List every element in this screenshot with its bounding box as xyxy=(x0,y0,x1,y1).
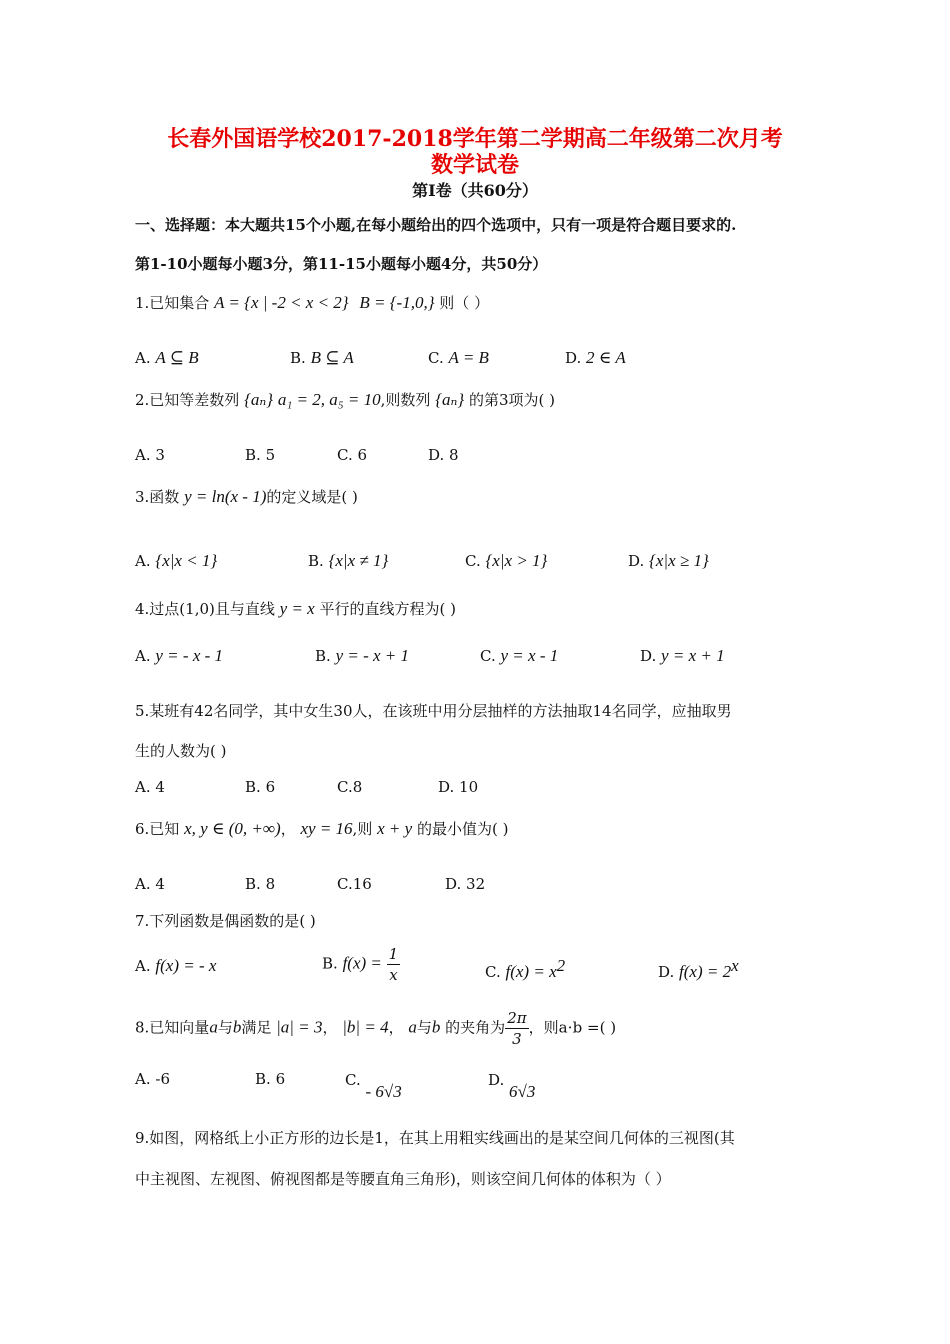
question-6 xyxy=(135,818,508,839)
question-2 xyxy=(135,389,555,410)
q6-condition-1: x, y ∈ (0, +∞) xyxy=(184,819,281,838)
q8-and: 与 xyxy=(217,1018,233,1037)
q6-mid: ,则 xyxy=(352,820,373,838)
q5-option-c: C.8 xyxy=(337,778,363,796)
q8-option-d: D. 6√3 xyxy=(488,1071,536,1101)
q4-option-c: C. y = x - 1 xyxy=(480,646,559,665)
q4-option-a: A. y = - x - 1 xyxy=(135,646,224,665)
section-scoring: 第1-10小题每小题3分，第11-15小题每小题4分，共50分） xyxy=(135,255,548,273)
q1-set-b: B = {-1,0,} xyxy=(359,293,435,312)
question-9-line-2: 中主视图、左视图、俯视图都是等腰直角三角形)，则该空间几何体的体积为（ ） xyxy=(135,1170,671,1188)
q8-angle-fraction: $\frac{2\pi}{3}$ xyxy=(507,1009,527,1048)
q3-function: y = ln(x - 1) xyxy=(184,487,267,506)
q7-option-c: C. $f(x) = x^2$ xyxy=(485,956,566,981)
q5-option-a: A. 4 xyxy=(135,778,165,796)
q3-option-a: A. {x|x < 1} xyxy=(135,551,218,570)
q5-option-d: D. 10 xyxy=(438,778,479,796)
q1-option-c: C. A = B xyxy=(428,348,489,367)
q4-option-b: B. y = - x + 1 xyxy=(315,646,410,665)
q3-option-b: B. {x|x ≠ 1} xyxy=(308,551,389,570)
q2-sequence: {aₙ} xyxy=(244,390,274,409)
q8-condition-1: |a| = 3 xyxy=(276,1017,323,1037)
q6-option-a: A. 4 xyxy=(135,875,165,893)
q3-option-d: D. {x|x ≥ 1} xyxy=(628,551,709,570)
q8-option-b: B. 6 xyxy=(255,1070,286,1088)
question-3 xyxy=(135,486,358,507)
question-9-line-1: 9.如图，网格纸上小正方形的边长是1，在其上用粗实线画出的是某空间几何体的三视图(其 xyxy=(135,1129,735,1147)
q8-and-2: 与 xyxy=(416,1018,432,1037)
q1-option-b: B. B ⊆ A xyxy=(290,348,354,367)
exam-title: 长春外国语学校2017-2018学年第二学期高二年级第二次月考 xyxy=(167,126,783,152)
q4-stem: 4.过点(1,0)且与直线 xyxy=(135,600,275,618)
q2-tail: 的第3项为( ) xyxy=(468,391,556,409)
q1-set-a: A = {x | -2 < x < 2} xyxy=(214,293,349,312)
q8-mid-2: 的夹角为 xyxy=(445,1018,506,1037)
q8-separator-2: ， xyxy=(388,1018,404,1037)
q2-option-a: A. 3 xyxy=(135,446,165,464)
q1-option-d: D. 2 ∈ A xyxy=(565,348,626,367)
q6-separator: ， xyxy=(280,820,296,838)
q2-mid: ,则数列 xyxy=(380,391,431,409)
q8-vector-a-2: a xyxy=(408,1017,417,1037)
q7-option-b-fraction: $\frac{1}{x}$ xyxy=(388,945,399,984)
q8-option-c: C. - 6√3 xyxy=(345,1071,402,1101)
q1-option-a: A. A ⊆ B xyxy=(135,348,199,367)
q6-option-b: B. 8 xyxy=(245,875,276,893)
q2-condition: a₁ = 2, a₅ = 10 xyxy=(277,390,381,409)
q7-option-a: A. f(x) = - x xyxy=(135,956,217,975)
q8-tail: ，则a⋅b =( ) xyxy=(528,1018,617,1037)
q8-stem: 8.已知向量 xyxy=(135,1018,210,1037)
q8-vector-a: a xyxy=(209,1017,218,1037)
q3-option-c: C. {x|x > 1} xyxy=(465,551,548,570)
q2-option-b: B. 5 xyxy=(245,446,276,464)
question-4 xyxy=(135,598,456,619)
q4-tail: 平行的直线方程为( ) xyxy=(319,600,456,618)
question-7: 7.下列函数是偶函数的是( ) xyxy=(135,912,316,930)
q8-option-a: A. -6 xyxy=(135,1070,171,1088)
q2-option-d: D. 8 xyxy=(428,446,459,464)
q4-option-d: D. y = x + 1 xyxy=(640,646,725,665)
q2-option-c: C. 6 xyxy=(337,446,368,464)
q7-option-d: D. $f(x) = 2^x$ xyxy=(658,956,739,981)
q8-mid-1: 满足 xyxy=(241,1018,272,1037)
q1-stem: 1.已知集合 xyxy=(135,294,210,312)
q6-expression: x + y xyxy=(377,819,413,838)
q8-separator: ， xyxy=(322,1018,338,1037)
question-1 xyxy=(135,292,489,313)
question-5-line-2: 生的人数为( ) xyxy=(135,742,227,760)
q8-vector-b-2: b xyxy=(431,1017,441,1037)
part-heading: 第Ⅰ卷（共60分） xyxy=(412,181,538,200)
q4-line: y = x xyxy=(279,599,315,618)
q7-option-b: B. f(x) = $\frac{1}{x}$ xyxy=(322,945,399,984)
q3-stem: 3.函数 xyxy=(135,488,180,506)
q8-vector-b: b xyxy=(232,1017,242,1037)
q2-sequence-2: {aₙ} xyxy=(435,390,465,409)
q5-option-b: B. 6 xyxy=(245,778,276,796)
section-intro: 一、选择题：本大题共15个小题,在每小题给出的四个选项中，只有一项是符合题目要求的. xyxy=(135,216,737,234)
q6-condition-2: xy = 16 xyxy=(300,819,353,838)
question-5-line-1: 5.某班有42名同学，其中女生30人，在该班中用分层抽样的方法抽取14名同学，应抽取男 xyxy=(135,702,732,720)
q8-condition-2: |b| = 4 xyxy=(342,1017,389,1037)
q6-stem: 6.已知 xyxy=(135,820,180,838)
q6-option-c: C.16 xyxy=(337,875,372,893)
q1-tail: 则（ ） xyxy=(439,294,490,312)
q6-tail: 的最小值为( ) xyxy=(416,820,509,838)
q6-option-d: D. 32 xyxy=(445,875,486,893)
exam-subtitle: 数学试卷 xyxy=(430,152,519,178)
q3-tail: 的定义域是( ) xyxy=(266,488,358,506)
question-8 xyxy=(135,1008,616,1049)
q2-stem: 2.已知等差数列 xyxy=(135,391,240,409)
